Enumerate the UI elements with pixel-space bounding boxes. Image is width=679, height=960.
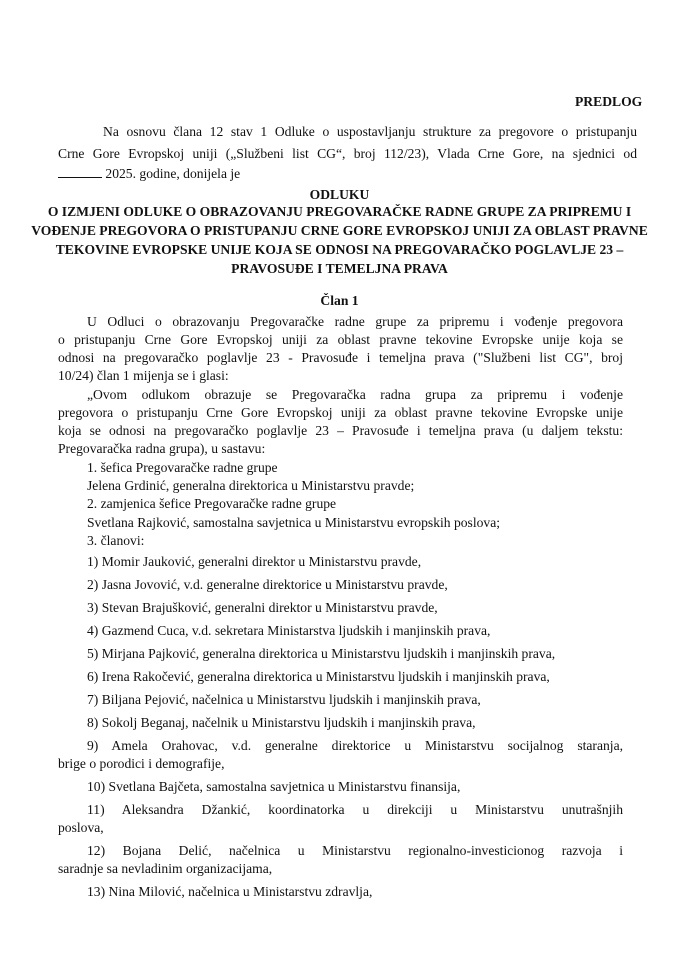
intro-line-2: Crne Gore Evropskoj uniji („Službeni list CG“, broj 112/23), Vlada Crne Gore, na sjednici od xyxy=(58,146,637,161)
member-item-13: 13) Nina Milović, načelnica u Ministarstvu zdravlja, xyxy=(87,884,373,899)
quote-text-1: „Ovom odlukom obrazuje se Pregovaračka radna grupa za pripremu i vođenje xyxy=(87,387,623,402)
member-item-7: 7) Biljana Pejović, načelnica u Ministarstvu ljudskih i manjinskih prava, xyxy=(87,692,481,707)
article-text-3: odnosi na pregovaračko poglavlje 23 - Pravosuđe i temeljna prava ("Službeni list CG", broj xyxy=(58,350,623,365)
decision-subtitle-1: O IZMJENI ODLUKE O OBRAZOVANJU PREGOVARAČKE RADNE GRUPE ZA PRIPREMU I xyxy=(47,204,632,219)
intro-line-3-text: 2025. godine, donijela je xyxy=(105,166,241,181)
member-item-9-cont: brige o porodici i demografije, xyxy=(58,756,225,771)
member-item-2: 2) Jasna Jovović, v.d. generalne direktorice u Ministarstvu pravde, xyxy=(87,577,448,592)
decision-title: ODLUKU xyxy=(309,187,370,202)
decision-subtitle-4: PRAVOSUĐE I TEMELJNA PRAVA xyxy=(231,261,448,276)
member-item-6: 6) Irena Rakočević, generalna direktorica u Ministarstvu ljudskih i manjinskih prava, xyxy=(87,669,550,684)
member-item-4: 4) Gazmend Cuca, v.d. sekretara Ministarstva ljudskih i manjinskih prava, xyxy=(87,623,491,638)
head-of-group-member: Jelena Grdinić, generalna direktorica u Ministarstvu pravde; xyxy=(87,478,415,493)
article-text-1: U Odluci o obrazovanju Pregovaračke radne grupe za pripremu i vođenje pregovora xyxy=(87,314,623,329)
member-item-11-cont: poslova, xyxy=(58,820,104,835)
role-members: 3. članovi: xyxy=(87,533,145,548)
member-item-11: 11) Aleksandra Džankić, koordinatorka u direkciji u Ministarstvu unutrašnjih xyxy=(87,802,623,817)
member-item-9: 9) Amela Orahovac, v.d. generalne direktorice u Ministarstvu socijalnog staranja, xyxy=(87,738,623,753)
date-blank xyxy=(58,165,102,178)
member-item-8: 8) Sokolj Beganaj, načelnik u Ministarstvu ljudskih i manjinskih prava, xyxy=(87,715,476,730)
member-item-10: 10) Svetlana Bajčeta, samostalna savjetnica u Ministarstvu finansija, xyxy=(87,779,461,794)
intro-line-3 xyxy=(58,165,240,183)
role-deputy-head: 2. zamjenica šefice Pregovaračke radne grupe xyxy=(87,496,337,511)
quote-text-4: Pregovaračka radna grupa), u sastavu: xyxy=(58,441,266,456)
intro-line-1: Na osnovu člana 12 stav 1 Odluke o uspostavljanju strukture za pregovore o pristupanju xyxy=(103,124,637,139)
member-item-5: 5) Mirjana Pajković, generalna direktorica u Ministarstvu ljudskih i manjinskih prava, xyxy=(87,646,556,661)
member-item-12-cont: saradnje sa nevladinim organizacijama, xyxy=(58,861,273,876)
decision-subtitle-3: TEKOVINE EVROPSKE UNIJE KOJA SE ODNOSI NA PREGOVARAČKO POGLAVLJE 23 – xyxy=(55,242,624,257)
article-text-4: 10/24) član 1 mijenja se i glasi: xyxy=(58,368,229,383)
role-head-of-group: 1. šefica Pregovaračke radne grupe xyxy=(87,460,278,475)
quote-text-2: pregovora o pristupanju Crne Gore Evropskoj uniji za oblast pravne tekovine Evropske unije xyxy=(58,405,623,420)
predlog-label: PREDLOG xyxy=(575,94,643,109)
decision-subtitle-2: VOĐENJE PREGOVORA O PRISTUPANJU CRNE GORE EVROPSKOJ UNIJI ZA OBLAST PRAVNE xyxy=(31,223,648,238)
deputy-head-member: Svetlana Rajković, samostalna savjetnica u Ministarstvu evropskih poslova; xyxy=(87,515,501,530)
member-item-12: 12) Bojana Delić, načelnica u Ministarstvu regionalno-investicionog razvoja i xyxy=(87,843,623,858)
member-item-1: 1) Momir Jauković, generalni direktor u Ministarstvu pravde, xyxy=(87,554,422,569)
member-item-3: 3) Stevan Brajušković, generalni direktor u Ministarstvu pravde, xyxy=(87,600,438,615)
article-text-2: o pristupanju Crne Gore Evropskoj uniji za oblast pravne tekovine Evropske unije koja se xyxy=(58,332,623,347)
quote-text-3: koja se odnosi na pregovaračko poglavlje 23 – Pravosuđe i temeljna prava (u daljem tekstu: xyxy=(58,423,623,438)
article-heading: Član 1 xyxy=(320,293,359,308)
